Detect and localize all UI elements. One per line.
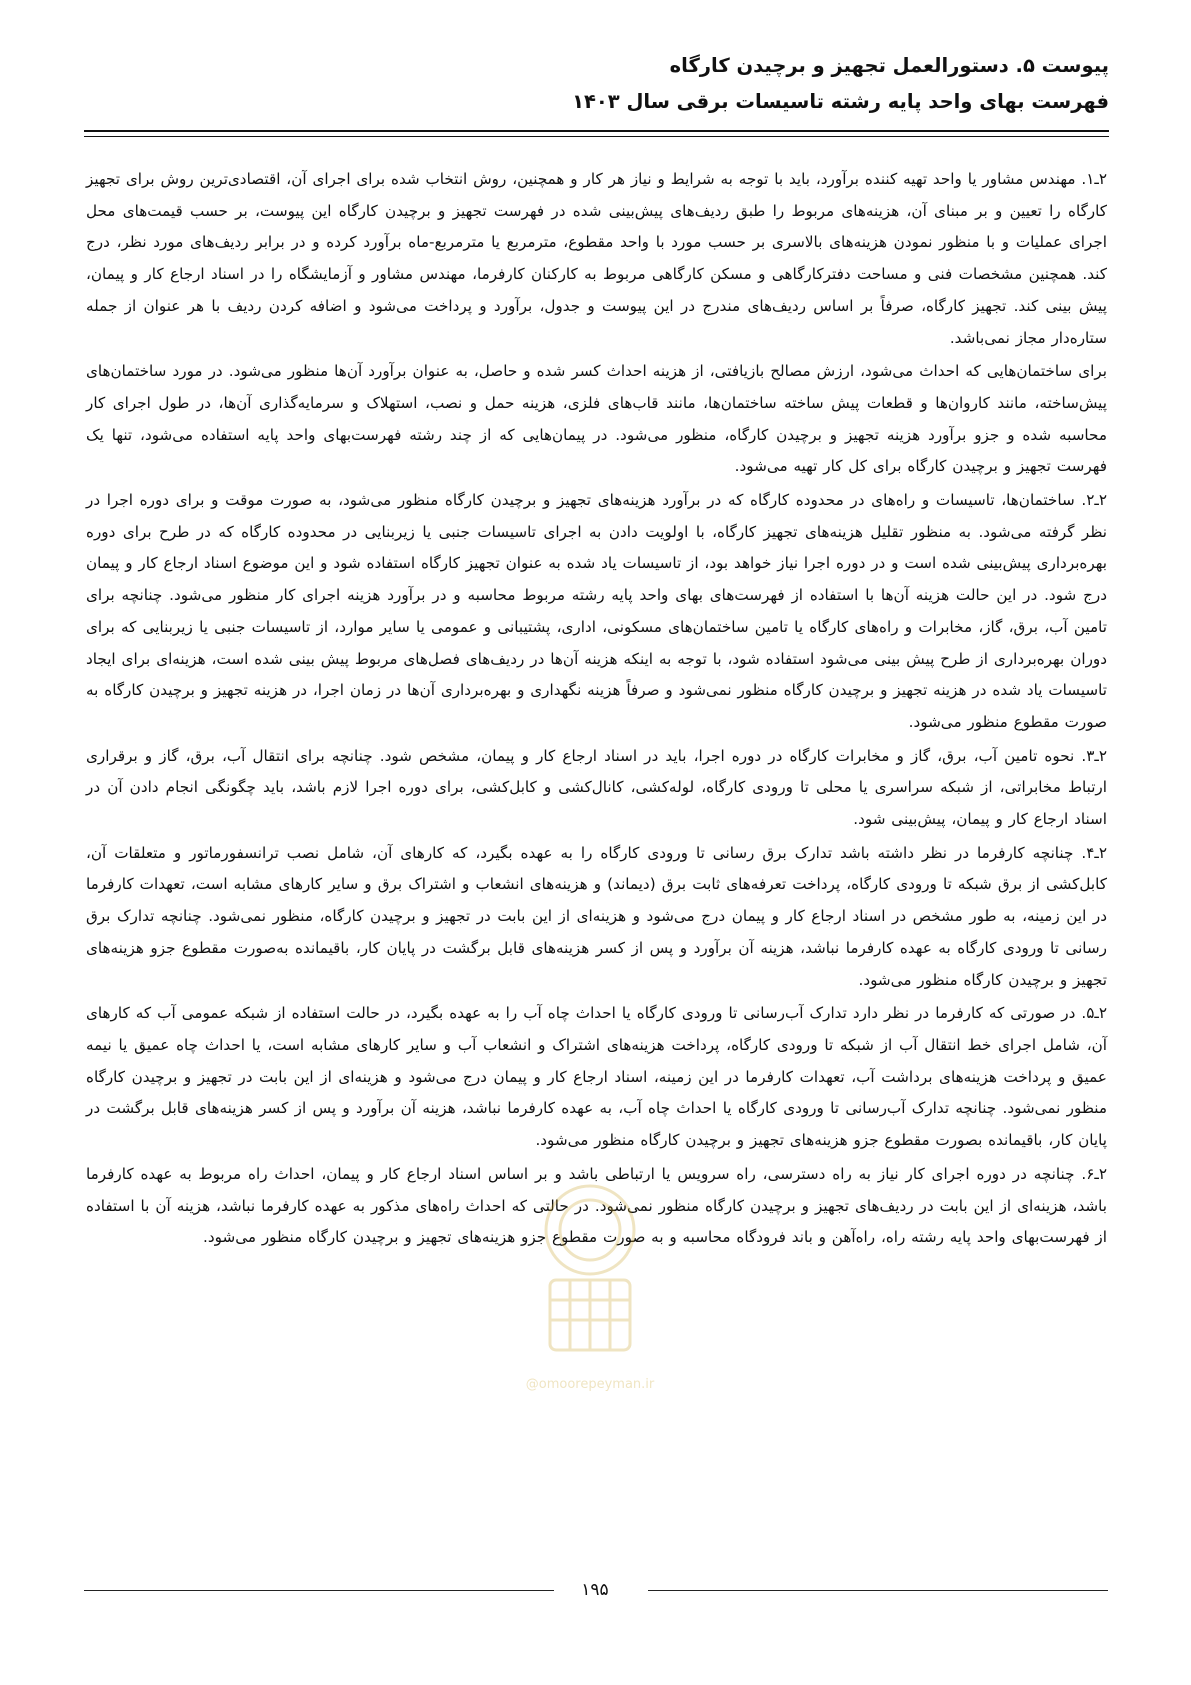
watermark-text: @omoorepeyman.ir: [525, 1377, 655, 1392]
paragraph-buildings: برای ساختمان‌هایی که احداث می‌شود، ارزش مصالح بازیافتی، از هزینه احداث کسر شده و حاصل، به عنوان برآورد آن‌ها منظور می‌شود. در مورد ساختمان‌های پیش‌ساخته، مانند کاروان‌ها و قطعات پیش ساخته ساختمان‌ها، مانند قاب‌های فلزی، هزینه حمل و نصب، استهلاک و سرمایه‌گذاری آن‌ها، در طول اجرای کار محاسبه شده و جزو برآورد هزینه تجهیز و برچیدن کارگاه، منظور می‌شود. در پیمان‌هایی که از چند رشته فهرست‌بهای واحد پایه استفاده می‌شود، تنها یک فهرست تجهیز و برچیدن کارگاه برای کل کار تهیه می‌شود.: [86, 362, 1107, 476]
page-header: [124, 48, 1109, 120]
paragraph-2-5: ۲ـ۵. در صورتی که کارفرما در نظر دارد تدارک آب‌رسانی تا ورودی کارگاه یا احداث چاه آب را به عهده بگیرد، در حالت استفاده از شبکه عمومی آب که کارهای آن، شامل اجرای خط انتقال آب از شبکه تا ورودی کارگاه، پرداخت هزینه‌های اشتراک و انشعاب آب و سایر کارهای مشابه است، یا احداث چاه عمیق یا نیمه عمیق و پرداخت هزینه‌های برداشت آب، تعهدات کارفرما در این زمینه، اسناد ارجاع کار و پیمان درج می‌شود و هزینه‌ای از این بابت در تجهیز و برچیدن کارگاه منظور نمی‌شود. چنانچه تدارک آب‌رسانی تا ورودی کارگاه یا احداث چاه آب، به عهده کارفرما نباشد، هزینه آن برآورد و پس از کسر هزینه‌های قابل برگشت در پایان کار، باقیمانده بصورت مقطوع جزو هزینه‌های تجهیز و برچیدن کارگاه منظور می‌شود.: [86, 1004, 1107, 1150]
paragraph-2-1: ۲ـ۱. مهندس مشاور یا واحد تهیه کننده برآورد، باید با توجه به شرایط و نیاز هر کار و همچنین، روش انتخاب شده برای اجرای آن، اقتصادی‌ترین روش برای تجهیز کارگاه را تعیین و بر مبنای آن، هزینه‌های مربوط را طبق ردیف‌های پیش‌بینی شده در فهرست تجهیز و برچیدن کارگاه این پیوست، بر حسب قیمت‌های محل اجرای عملیات و با منظور نمودن هزینه‌های بالاسری بر حسب مورد با واحد مقطوع، مترمربع یا مترمربع-ماه برآورد کرده و در برابر ردیف‌های مورد نظر، درج کند. همچنین مشخصات فنی و مساحت دفترکارگاهی و مسکن کارگاهی مربوط به کارکنان کارفرما، مهندس مشاور و آزمایشگاه را در اسناد ارجاع کار و پیمان، پیش بینی کند. تجهیز کارگاه، صرفاً بر اساس ردیف‌های مندرج در این پیوست و جدول، برآورد و پرداخت می‌شود و اضافه کردن ردیف با هر عنوان از جمله ستاره‌دار مجاز نمی‌باشد.: [86, 170, 1107, 347]
header-title-line-2: فهرست بهای واحد پایه رشته تاسیسات برقی سال ۱۴۰۳: [572, 90, 1109, 113]
document-body: [86, 164, 1107, 1256]
header-rule-thick: [84, 130, 1109, 132]
paragraph-2-6: ۲ـ۶. چنانچه در دوره اجرای کار نیاز به راه دسترسی، راه سرویس یا ارتباطی باشد و بر اساس اسناد ارجاع کار و پیمان، احداث راه مربوط به عهده کارفرما باشد، هزینه‌ای از این بابت در ردیف‌های تجهیز و برچیدن کارگاه منظور نمی‌شود. در حالتی که احداث راه‌های مذکور به عهده کارفرما نباشد، هزینه آن با استفاده از فهرست‌بهای واحد پایه رشته راه، راه‌آهن و باند فرودگاه محاسبه و به صورت مقطوع جزو هزینه‌های تجهیز و برچیدن کارگاه منظور می‌شود.: [86, 1164, 1107, 1247]
header-rule-thin: [84, 136, 1109, 137]
page-number: ۱۹۵: [581, 1580, 609, 1600]
header-title-line-1: پیوست ۵. دستورالعمل تجهیز و برچیدن کارگاه: [669, 54, 1109, 77]
paragraph-2-2: ۲ـ۲. ساختمان‌ها، تاسیسات و راه‌های در محدوده کارگاه که در برآورد هزینه‌های تجهیز و برچیدن کارگاه منظور می‌شود، به صورت موقت و برای دوره اجرا در نظر گرفته می‌شود. به منظور تقلیل هزینه‌های تجهیز کارگاه، با اولویت دادن به اجرای تاسیسات جنبی یا زیربنایی در محدوده کارگاه که در طرح برای دوره بهره‌برداری پیش‌بینی شده است و در دوره اجرا نیاز خواهد بود، از تاسیسات یاد شده به عنوان تجهیز کارگاه استفاده شود و این موضوع اسناد ارجاع کار و پیمان درج شود. در این حالت هزینه آن‌ها با استفاده از فهرست‌های بهای واحد پایه رشته مربوط محاسبه و در برآورد هزینه اجرای کار منظور می‌شود. چنانچه برای تامین آب، برق، گاز، مخابرات و راه‌های کارگاه یا تامین ساختمان‌های مسکونی، اداری، پشتیبانی و عمومی یا سایر موارد، از تاسیسات جنبی یا زیربنایی که برای دوران بهره‌برداری از طرح پیش بینی می‌شود استفاده شود، با توجه به اینکه هزینه آن‌ها در ردیف‌های فصل‌های مربوط پیش بینی شده است، هزینه‌ای برای ایجاد تاسیسات یاد شده در هزینه تجهیز و برچیدن کارگاه منظور نمی‌شود و صرفاً هزینه نگهداری و بهره‌برداری آن‌ها در زمان اجرا، در هزینه تجهیز و برچیدن کارگاه به صورت مقطوع منظور می‌شود.: [86, 491, 1107, 731]
paragraph-2-3: ۲ـ۳. نحوه تامین آب، برق، گاز و مخابرات کارگاه در دوره اجرا، باید در اسناد ارجاع کار و پیمان، مشخص شود. چنانچه برای انتقال آب، برق، گاز و برقراری ارتباط مخابراتی، از شبکه سراسری یا محلی تا ورودی کارگاه، لوله‌کشی، کانال‌کشی و کابل‌کشی، برای دوره اجرا لازم باشد، باید چگونگی انجام دادن آن در اسناد ارجاع کار و پیمان، پیش‌بینی شود.: [86, 746, 1107, 829]
paragraph-2-4: ۲ـ۴. چنانچه کارفرما در نظر داشته باشد تدارک برق رسانی تا ورودی کارگاه را به عهده بگیرد، که کارهای آن، شامل نصب ترانسفورماتور و متعلقات آن، کابل‌کشی از برق شبکه تا ورودی کارگاه، پرداخت تعرفه‌های ثابت برق (دیماند) و هزینه‌های انشعاب و اشتراک برق و سایر کارهای مشابه است، تعهدات کارفرما در این زمینه، به طور مشخص در اسناد ارجاع کار و پیمان درج می‌شود و هزینه‌ای از این بابت در تجهیز و برچیدن کارگاه، منظور نمی‌شود. چنانچه تدارک برق رسانی تا ورودی کارگاه به عهده کارفرما نباشد، هزینه آن برآورد و پس از کسر هزینه‌های قابل برگشت در پایان کار، باقیمانده به‌صورت مقطوع جزو هزینه‌های تجهیز و برچیدن کارگاه منظور می‌شود.: [86, 843, 1107, 989]
footer-rule-right: [648, 1590, 1108, 1591]
footer-rule-left: [84, 1590, 554, 1591]
